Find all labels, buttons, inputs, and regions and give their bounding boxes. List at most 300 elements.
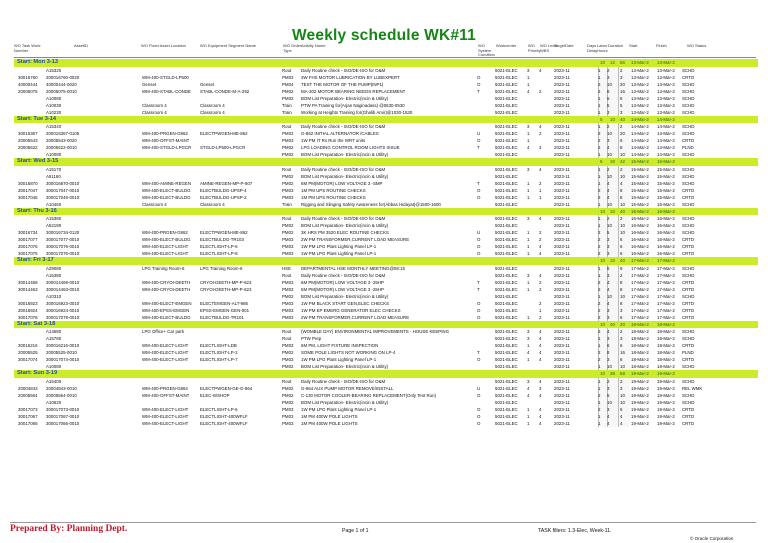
cell-finish: 18-Mar-2 (657, 336, 675, 342)
cell-pri: 1 (527, 420, 530, 426)
cell-lh: 10 (607, 223, 612, 229)
cell-due: 2023-11 (554, 314, 570, 320)
cell-loc: WM-400-ELECT-LIGHT (142, 343, 189, 349)
table-row[interactable] (14, 222, 758, 229)
cell-start: 17-Mar-2 (631, 307, 649, 313)
cell-cond: U (477, 230, 481, 236)
cell-type: PM03 (282, 413, 294, 419)
cell-asset: A15170 (46, 166, 62, 172)
table-row[interactable] (14, 137, 758, 144)
cell-wc: 5021-ELEC (495, 364, 518, 370)
table-row[interactable] (14, 109, 758, 116)
cell-asset: 20005564-0010 (46, 392, 77, 398)
cell-lh: 4 (607, 300, 610, 306)
cell-wo: 30016923 (18, 300, 38, 306)
table-row[interactable] (14, 335, 758, 342)
cell-pri: 4 (527, 88, 530, 94)
day-summary-tot2: 40 (610, 321, 615, 327)
cell-act: BOM List Preparation- Electric(incin & Utility) (301, 223, 389, 229)
table-row[interactable] (14, 328, 758, 335)
cell-asset: 300016870-0010 (46, 180, 80, 186)
cell-start: 18-Mar-2 (631, 336, 649, 342)
day-group-header[interactable] (14, 116, 758, 124)
cell-wc: 5021-ELEC (495, 187, 518, 193)
cell-lh: 3 (607, 138, 610, 144)
cell-asset: 300017045-0010 (46, 194, 80, 200)
cell-wc: 5021-ELEC (495, 173, 518, 179)
cell-pri: 4 (527, 392, 530, 398)
cell-wbs: 3 (539, 145, 542, 151)
cell-wo: 30017076 (18, 244, 38, 250)
cell-finish: 13-Mar-2 (657, 95, 675, 101)
cell-dur: 6 (620, 406, 623, 412)
cell-cond: O (477, 307, 481, 313)
cell-status: SCHD (682, 223, 695, 229)
cell-dl: 2 (598, 406, 601, 412)
cell-wc: 5021-ELEC (495, 350, 518, 356)
table-row[interactable] (14, 413, 758, 420)
cell-wbs: 2 (539, 237, 542, 243)
table-row[interactable] (14, 173, 758, 180)
cell-act: Working at Heights Training for(Ghalib Amir)@1030-1530 (301, 109, 413, 115)
cell-wbs: 4 (539, 392, 542, 398)
cell-dl: 1 (598, 180, 601, 186)
cell-dl: 2 (598, 300, 601, 306)
cell-dl: 2 (598, 237, 601, 243)
table-row[interactable] (14, 342, 758, 349)
cell-wo: 30017045 (18, 194, 38, 200)
cell-dl: 2 (598, 88, 601, 94)
cell-dl: 2 (598, 131, 601, 137)
table-row[interactable] (14, 81, 758, 88)
cell-asset: 300016216-0010 (46, 343, 80, 349)
cell-wbs: 4 (539, 67, 542, 73)
cell-type: Train (282, 102, 292, 108)
cell-status: SCHD (682, 124, 695, 130)
table-row[interactable] (14, 67, 758, 74)
cell-seg: ELEC-WSHOP (200, 392, 230, 398)
day-group-header[interactable] (14, 59, 758, 67)
cell-cond: O (477, 413, 481, 419)
cell-start: 17-Mar-2 (631, 314, 649, 320)
table-row[interactable] (14, 307, 758, 314)
cell-wc: 5021-ELEC (495, 74, 518, 80)
day-summary-tot1: 5 (600, 159, 603, 164)
cell-type: Rout (282, 216, 292, 222)
cell-loc: WM-400-AMINE-REGEN (142, 180, 192, 186)
cell-type: Rout (282, 124, 292, 130)
cell-wc: 5021-ELEC (495, 124, 518, 130)
cell-dl: 1 (598, 265, 601, 271)
cell-dl: 2 (598, 187, 601, 193)
cell-seg: Genset (200, 81, 215, 87)
cell-pri: 1 (527, 279, 530, 285)
cell-status: SCHD (682, 230, 695, 236)
cell-status: SCHD (682, 336, 695, 342)
table-row[interactable] (14, 215, 758, 222)
day-group-header[interactable] (14, 370, 758, 378)
table-row[interactable] (14, 279, 758, 286)
cell-wbs: 4 (539, 329, 542, 335)
cell-dur: 6 (620, 251, 623, 257)
cell-wc: 5021-ELEC (495, 251, 518, 257)
cell-status: SCHD (682, 180, 695, 186)
cell-cond: O (477, 251, 481, 257)
cell-wc: 5021-ELEC (495, 272, 518, 278)
cell-dl: 1 (598, 173, 601, 179)
table-row[interactable] (14, 363, 758, 370)
cell-status: PLND (682, 145, 694, 151)
cell-seg: ELECTBULDG-UPSP-4 (200, 187, 247, 193)
day-summary-tot1: 10 (600, 371, 605, 376)
cell-act: BOM List Preparation- Electric(incin & Utility) (301, 293, 389, 299)
cell-act: Daily Routine check - ISO/DE-ISO for O&M (301, 166, 386, 172)
cell-status: SCHD (682, 173, 695, 179)
cell-type: PM02 (282, 230, 294, 236)
cell-status: SCHD (682, 216, 695, 222)
table-row[interactable] (14, 229, 758, 236)
cell-lh: 4 (607, 194, 610, 200)
cell-loc: WM-400-OFFST-MAINT (142, 392, 190, 398)
cell-wc: 5021-ELEC (495, 279, 518, 285)
cell-finish: 16-Mar-2 (657, 237, 675, 243)
cell-asset: 300017074-0010 (46, 357, 80, 363)
cell-seg: STGLD-LP500-LPGCR (200, 145, 246, 151)
cell-pri: 1 (527, 81, 530, 87)
cell-seg: STABL-CONDE-M-A-292 (200, 88, 250, 94)
cell-pri: 1 (527, 251, 530, 257)
day-group-header[interactable] (14, 208, 758, 216)
column-header: Activity Name (301, 43, 326, 48)
table-row[interactable] (14, 123, 758, 130)
cell-wc: 5021-ELEC (495, 286, 518, 292)
cell-wc: 5021-ELEC (495, 293, 518, 299)
cell-start: 13-Mar-2 (631, 74, 649, 80)
cell-pri: 1 (527, 230, 530, 236)
cell-wc: 5021-ELEC (495, 216, 518, 222)
cell-dur: 2 (620, 166, 623, 172)
cell-due: 2023-11 (554, 406, 570, 412)
task-filters: TASK filters: 1.3-Elec, Week-11. (538, 528, 612, 534)
cell-type: PM03 (282, 343, 294, 349)
cell-wbs: 2 (539, 300, 542, 306)
cell-act: Daily Routine check - ISO/DE-ISO for O&M (301, 216, 386, 222)
cell-type: PM02 (282, 399, 294, 405)
table-row[interactable] (14, 314, 758, 321)
cell-wo: 20005564 (18, 392, 38, 398)
table-row[interactable] (14, 236, 758, 243)
cell-wc: 5021-ELEC (495, 307, 518, 313)
cell-start: 18-Mar-2 (631, 329, 649, 335)
cell-wbs: 4 (539, 336, 542, 342)
table-row[interactable] (14, 406, 758, 413)
cell-finish: 17-Mar-2 (657, 314, 675, 320)
cell-wc: 5021-ELEC (495, 230, 518, 236)
cell-dur: 8 (620, 145, 623, 151)
cell-due: 2023-11 (554, 399, 570, 405)
table-row[interactable] (14, 130, 758, 137)
cell-lh: 3 (607, 314, 610, 320)
cell-lh: 3 (607, 357, 610, 363)
cell-start: 17-Mar-2 (631, 265, 649, 271)
table-row[interactable] (14, 272, 758, 279)
table-row[interactable] (14, 166, 758, 173)
table-row[interactable] (14, 286, 758, 293)
cell-status: CRTD (682, 244, 695, 250)
cell-finish: 16-Mar-2 (657, 244, 675, 250)
cell-loc: WM-400-CRYOI-DEETH (142, 286, 191, 292)
cell-asset: 200015367-0105 (46, 131, 80, 137)
cell-asset: 20005075-0010 (46, 88, 77, 94)
cell-asset: A51160 (46, 173, 61, 179)
cell-pri: 4 (527, 350, 530, 356)
cell-dur: 10 (620, 364, 625, 370)
cell-lh: 2 (607, 67, 610, 73)
cell-loc: WM-400-ELECT-BULDG (142, 194, 191, 200)
cell-cond: O (477, 392, 481, 398)
cell-lh: 4 (607, 180, 610, 186)
cell-start: 19-Mar-2 (631, 399, 649, 405)
cell-cond: U (477, 385, 481, 391)
cell-dur: 6 (620, 244, 623, 250)
cell-lh: 4 (607, 187, 610, 193)
table-row[interactable] (14, 399, 758, 406)
cell-lh: 2 (607, 378, 610, 384)
cell-pri: 1 (527, 74, 530, 80)
prepared-by: Prepared By: Planning Dept. (10, 524, 128, 534)
cell-wbs: 4 (539, 420, 542, 426)
cell-loc: WM-400-ELECT-LIGHT (142, 350, 189, 356)
cell-wbs: 4 (539, 413, 542, 419)
table-row[interactable] (14, 187, 758, 194)
cell-lh: 5 (607, 392, 610, 398)
cell-start: 18-Mar-2 (631, 357, 649, 363)
cell-start: 16-Mar-2 (631, 216, 649, 222)
table-row[interactable] (14, 88, 758, 95)
day-label: Start: Mon 3-13 (17, 59, 59, 66)
cell-cond: O (477, 314, 481, 320)
cell-finish: 19-Mar-2 (657, 385, 675, 391)
cell-start: 13-Mar-2 (631, 95, 649, 101)
cell-dur: 3 (620, 336, 623, 342)
table-row[interactable] (14, 194, 758, 201)
cell-wbs: 1 (539, 307, 542, 313)
cell-asset: A10080 (46, 95, 62, 101)
day-summary-d1: 17-Mar-2 (631, 258, 649, 263)
cell-loc: WM-400-CRYOI-DEETH (142, 279, 191, 285)
cell-act: DEPARTMENTAL HSE MONTHLY MEETING@08:15 (301, 265, 405, 271)
cell-asset: 300017066-0010 (46, 420, 80, 426)
column-header: Duration (608, 43, 624, 48)
day-summary-tot3: 40 (620, 208, 625, 214)
cell-type: PM02 (282, 364, 294, 370)
cell-dl: 2 (598, 145, 601, 151)
day-label: Start: Fri 3-17 (17, 257, 54, 264)
cell-act: 1M PM 400W POLE LIGHTS (301, 420, 358, 426)
table-row[interactable] (14, 151, 758, 158)
day-summary-d2: 18-Mar-2 (657, 321, 675, 327)
cell-act: 1W PM IT Rs Run the WRT units (301, 138, 366, 144)
cell-finish: 18-Mar-2 (657, 329, 675, 335)
cell-wbs: 2 (539, 314, 542, 320)
cell-type: Rout (282, 272, 292, 278)
cell-status: SCHD (682, 88, 695, 94)
cell-cond: T (477, 279, 480, 285)
cell-cond: T (477, 145, 480, 151)
cell-start: 19-Mar-2 (631, 385, 649, 391)
table-row[interactable] (14, 201, 758, 208)
cell-act: Daily Routine check - ISO/DE-ISO for O&M (301, 124, 386, 130)
table-row[interactable] (14, 349, 758, 356)
table-row[interactable] (14, 378, 758, 385)
cell-due: 2023-11 (554, 265, 570, 271)
page-title: Weekly schedule WK#11 (292, 27, 476, 44)
cell-cond: T (477, 350, 480, 356)
cell-status: CRTD (682, 307, 695, 313)
cell-wbs: 2 (539, 88, 542, 94)
cell-lh: 6 (607, 265, 610, 271)
cell-dl: 1 (598, 385, 601, 391)
cell-finish: 17-Mar-2 (657, 293, 675, 299)
table-row[interactable] (14, 144, 758, 151)
day-label: Start: Tue 3-14 (17, 115, 57, 122)
cell-pri: 1 (527, 194, 530, 200)
column-header: WO Fixed Asset Location (141, 43, 186, 48)
cell-start: 15-Mar-2 (631, 173, 649, 179)
table-row[interactable] (14, 300, 758, 307)
cell-wo: 30017075 (18, 251, 38, 257)
cell-dl: 2 (598, 230, 601, 236)
cell-act: 1W PM BLACK START GEN,ELEC CHECKS (301, 300, 390, 306)
cell-asset: 300017067-0010 (46, 413, 80, 419)
cell-type: PM03 (282, 286, 294, 292)
cell-status: CRTD (682, 237, 695, 243)
table-row[interactable] (14, 356, 758, 363)
table-row[interactable] (14, 243, 758, 250)
cell-loc: WM-400-OFFST-MAINT (142, 138, 190, 144)
cell-act: (WOMBLE DAY) ENVIRONMENTAL IMPROVEMENTS - HOUSE KEEPING (301, 329, 449, 335)
cell-seg: ELECTBULDG-TR103 (200, 237, 244, 243)
cell-lh: 3 (607, 251, 610, 257)
cell-wo: 30016760 (18, 74, 38, 80)
cell-asset: 300014469-0010 (46, 279, 80, 285)
cell-dl: 1 (598, 67, 601, 73)
day-group-header[interactable] (14, 257, 758, 265)
cell-lh: 10 (607, 201, 612, 207)
cell-status: REL WMK (682, 385, 703, 391)
cell-wc: 5021-ELEC (495, 223, 518, 229)
day-label: Start: Sat 3-18 (17, 320, 56, 327)
cell-pri: 3 (527, 67, 530, 73)
cell-status: PLND (682, 350, 694, 356)
cell-type: PM03 (282, 194, 294, 200)
cell-dl: 1 (598, 378, 601, 384)
cell-act: 1W PM LPG Plant Lighting Panel LP-1 (301, 357, 377, 363)
cell-loc: Classroom 4 (142, 102, 167, 108)
cell-finish: 13-Mar-2 (657, 88, 675, 94)
table-row[interactable] (14, 420, 758, 427)
cell-finish: 13-Mar-2 (657, 102, 675, 108)
cell-wo: 20005075 (18, 88, 38, 94)
day-summary-d1: 15-Mar-2 (631, 159, 649, 164)
cell-finish: 15-Mar-2 (657, 187, 675, 193)
cell-wc: 5021-ELEC (495, 194, 518, 200)
day-group-header[interactable] (14, 321, 758, 329)
cell-dl: 1 (598, 272, 601, 278)
cell-due: 2023-11 (554, 307, 570, 313)
cell-loc: WM-400-STGLD-LP500 (142, 74, 189, 80)
cell-dur: 2 (620, 216, 623, 222)
cell-asset: A10460 (46, 201, 62, 207)
cell-cond: O (477, 138, 481, 144)
table-row[interactable] (14, 250, 758, 257)
cell-seg: ELECTPWGEN-ME-862 (200, 230, 248, 236)
cell-finish: 18-Mar-2 (657, 343, 675, 349)
cell-type: PM02 (282, 173, 294, 179)
cell-lh: 10 (607, 131, 612, 137)
cell-lh: 3 (607, 385, 610, 391)
cell-cond: O (477, 406, 481, 412)
cell-finish: 18-Mar-2 (657, 357, 675, 363)
table-row[interactable] (14, 180, 758, 187)
cell-wo: 30017067 (18, 413, 38, 419)
cell-finish: 13-Mar-2 (657, 81, 675, 87)
table-row[interactable] (14, 385, 758, 392)
cell-lh: 8 (607, 88, 610, 94)
cell-wc: 5021-ELEC (495, 201, 518, 207)
cell-status: SCHD (682, 392, 695, 398)
cell-due: 2023-11 (554, 131, 570, 137)
cell-asset: 300017078-0010 (46, 314, 80, 320)
cell-dl: 2 (598, 244, 601, 250)
table-row[interactable] (14, 392, 758, 399)
cell-pri: 1 (527, 286, 530, 292)
cell-start: 15-Mar-2 (631, 201, 649, 207)
table-row[interactable] (14, 102, 758, 109)
cell-due: 2023-11 (554, 74, 570, 80)
table-row[interactable] (14, 74, 758, 81)
day-summary-d2: 14-Mar-2 (657, 116, 675, 122)
cell-wo: 20004843 (18, 385, 38, 391)
table-row[interactable] (14, 95, 758, 102)
cell-pri: 1 (527, 357, 530, 363)
cell-finish: 19-Mar-2 (657, 378, 675, 384)
cell-status: CRTD (682, 251, 695, 257)
day-summary-tot3: 56 (620, 60, 625, 65)
cell-wo: 30017077 (18, 237, 38, 243)
table-row[interactable] (14, 265, 758, 272)
cell-wc: 5021-ELEC (495, 265, 518, 271)
cell-status: SCHD (682, 272, 695, 278)
cell-loc: LPG Office+ Car park (142, 329, 185, 335)
cell-act: Daily Routine check - ISO/DE-ISO for O&M (301, 67, 386, 73)
cell-loc: WM-400-ELECT-EMGEN (142, 300, 192, 306)
cell-dl: 1 (598, 216, 601, 222)
day-group-header[interactable] (14, 158, 758, 166)
day-summary-tot1: 10 (600, 60, 605, 65)
cell-wo: 30016924 (18, 307, 38, 313)
cell-act: 6M PM(MOTOR) LOW VOLTAGE 3 -25HP (301, 279, 384, 285)
cell-status: SCHD (682, 131, 695, 137)
cell-act: 2W PM TRANSFORMER,CURRENT LOAD MEASURE (301, 314, 410, 320)
column-header: WO Equipment Segment Name (200, 43, 257, 48)
cell-type: PM03 (282, 307, 294, 313)
cell-finish: 16-Mar-2 (657, 216, 675, 222)
cell-status: CRTD (682, 300, 695, 306)
cell-act: 1M PM 400W POLE LIGHTS (301, 413, 358, 419)
table-row[interactable] (14, 293, 758, 300)
cell-asset: A52180 (46, 223, 62, 229)
